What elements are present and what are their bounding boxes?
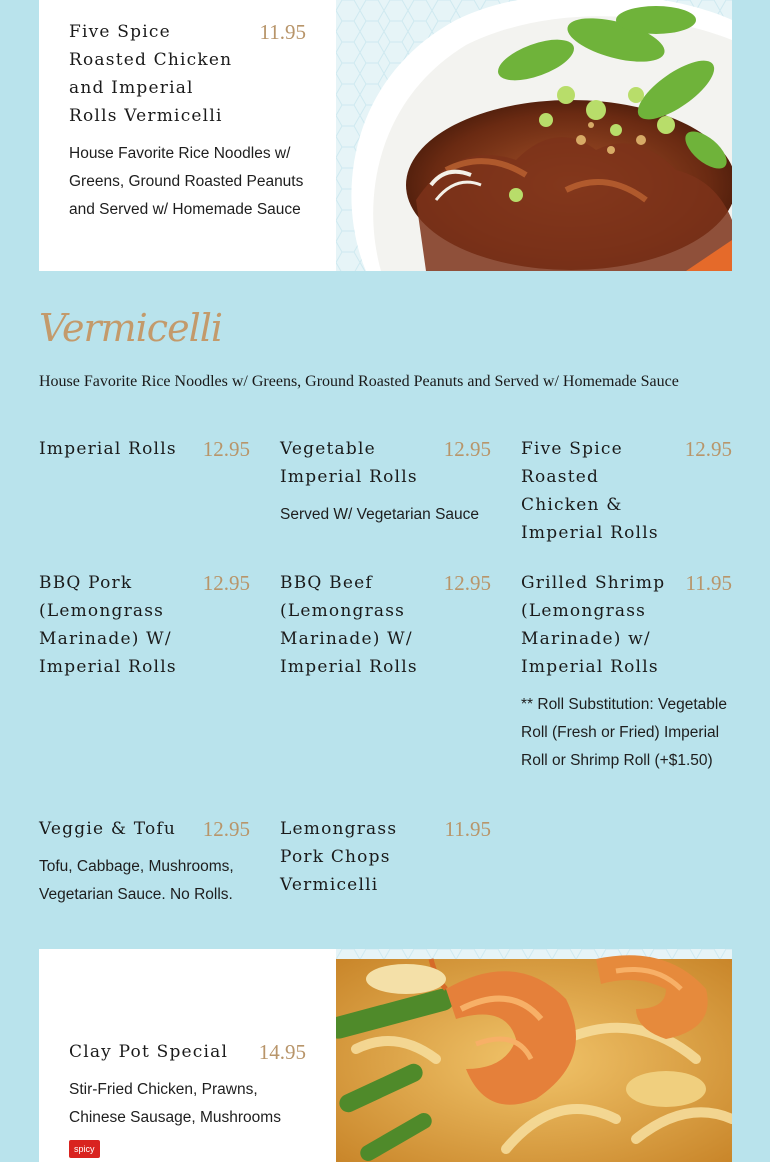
menu-item-price: 12.95: [684, 437, 732, 461]
menu-item: [39, 815, 250, 909]
featured-item-description: House Favorite Rice Noodles w/ Greens, Ground Roasted Peanuts and Served w/ Homemade Sauce: [69, 145, 304, 218]
section-description: House Favorite Rice Noodles w/ Greens, Ground Roasted Peanuts and Served w/ Homemade Sauce: [39, 373, 679, 390]
menu-item-price: 12.95: [202, 437, 250, 461]
spicy-badge: spicy: [69, 1140, 100, 1158]
featured-item-description: Stir-Fried Chicken, Prawns, Chinese Sausage, Mushrooms: [69, 1081, 281, 1126]
menu-item-description: Tofu, Cabbage, Mushrooms, Vegetarian Sauce. No Rolls.: [39, 858, 234, 903]
menu-item-name: Five Spice Roasted Chicken & Imperial Rolls: [521, 439, 659, 543]
menu-item: [521, 435, 732, 547]
menu-item: [39, 435, 250, 463]
menu-item: [280, 435, 491, 529]
featured-item-price: 14.95: [258, 1040, 306, 1064]
section-title: Vermicelli: [39, 306, 223, 350]
menu-item: [280, 569, 491, 681]
featured-item-text: [39, 0, 336, 271]
menu-item-price: 11.95: [685, 571, 732, 595]
menu-item: [39, 569, 250, 681]
menu-item-name: Vegetable Imperial Rolls: [280, 439, 418, 487]
menu-item-price: 12.95: [202, 571, 250, 595]
menu-item-price: 11.95: [444, 817, 491, 841]
menu-item-name: BBQ Pork (Lemongrass Marinade) W/ Imperial Rolls: [39, 573, 177, 677]
menu-item-description: ** Roll Substitution: Vegetable Roll (Fresh or Fried) Imperial Roll or Shrimp Roll (+$1.50): [521, 696, 727, 769]
menu-item-name: Veggie & Tofu: [39, 819, 177, 839]
featured-item-photo: [336, 0, 732, 271]
featured-item-name: Five Spice Roasted Chicken and Imperial Rolls Vermicelli: [69, 22, 233, 126]
featured-item-price: 11.95: [259, 20, 306, 44]
menu-item-description: Served W/ Vegetarian Sauce: [280, 506, 480, 523]
dish-image-pork-noodles: [336, 0, 732, 271]
menu-item-price: 12.95: [443, 571, 491, 595]
featured-item-name: Clay Pot Special: [69, 1042, 229, 1062]
menu-item-name: BBQ Beef (Lemongrass Marinade) W/ Imperial Rolls: [280, 573, 418, 677]
menu-item-name: Grilled Shrimp (Lemongrass Marinade) w/ Imperial Rolls: [521, 573, 666, 677]
menu-item-price: 12.95: [202, 817, 250, 841]
dish-image-shrimp-claypot: [336, 949, 732, 1162]
featured-item-text: [39, 949, 336, 1162]
featured-item-card-top: [39, 0, 732, 271]
featured-item-photo: [336, 949, 732, 1162]
menu-item: [280, 815, 491, 899]
featured-item-card-bottom: [39, 949, 732, 1162]
menu-item: [521, 569, 732, 775]
menu-item-price: 12.95: [443, 437, 491, 461]
menu-item-name: Lemongrass Pork Chops Vermicelli: [280, 819, 398, 895]
menu-item-name: Imperial Rolls: [39, 439, 177, 459]
